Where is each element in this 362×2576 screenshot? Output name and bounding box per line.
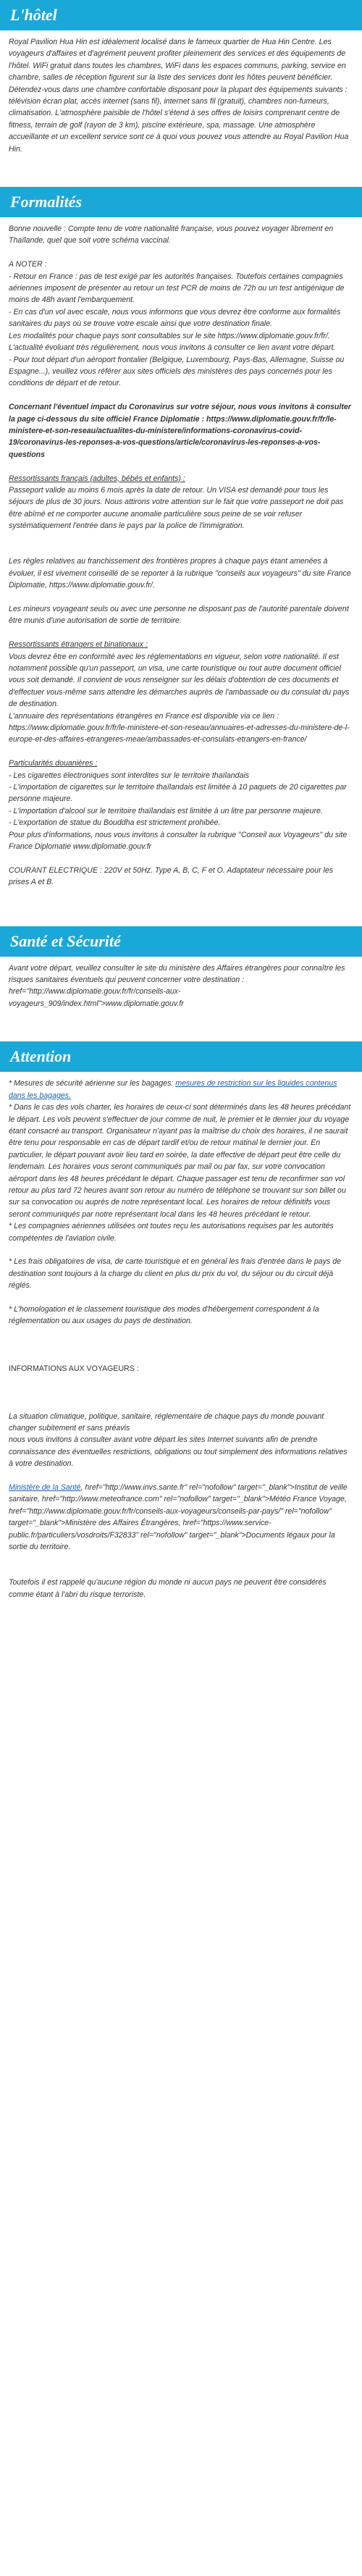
airlines-paragraph: * Les compagnies aériennes utilisées ont toutes reçu les autorisations requises par les autorités compétentes de l'aviation civile. [9, 1222, 334, 1243]
sante-title: Santé et Sécurité [10, 931, 121, 950]
homologation-paragraph: * L'homologation et le classement touristique des modes d'hébergement correspondent à la réglementation ou aux usages du pays de destination. [9, 1304, 319, 1326]
formalites-title: Formalités [10, 193, 83, 211]
situation-line: La situation climatique, politique, sanitaire, réglementaire de chaque pays du monde pouvant changer subitement et sans préavis [9, 1411, 324, 1432]
annuaire-text: L'annuaire des représentations étrangères en France est disponible via ce lien : https://www.diplomatie.gouv.fr/fr/le-ministere-et-son-reseau/annuaires-et-adresses-du-ministere-de-l-europe-et-des-affaires-etrangeres-meae/ambassades-et-consulats-etrangers-en-france/ [9, 711, 350, 744]
ministere-sante-link[interactable]: Ministère de la Santé [9, 1482, 81, 1492]
attention-section-header [0, 1041, 362, 1072]
charter-paragraph: * Dans le cas des vols charter, les horaires de ceux-ci sont déterminés dans les 48 heures précédant le départ. Les vols peuvent s'effectuer de jour comme de nuit, le premier et le dernier jour du voyage étant consacré au transport. Organisateur n'ayant pas la maîtrise du choix des horaires, il ne saurait être tenu pour responsable en cas de départ tardif et/ou de retour matinal le dernier jour. En particulier, le départ pouvant avoir lieu tard en soirée, la date effective de départ peut être celle du lendemain. Les horaires vous seront communiqués par mail ou par fax, sur votre convocation aéroport dans les 48 heures précédant le départ. Chaque passager est tenu de reconfirmer son vol retour au plus tard 72 heures avant son retour au numéro de téléphone se trouvant sur son billet ou sur sa convocation ou auprès de notre représentant local. Les horaires de retour définitifs vous seront communiqués par notre représentant local dans les 48 heures précédant le retour. [9, 1103, 351, 1219]
note-title: A NOTER : [9, 260, 47, 269]
ministere-rest: , href="http://www.invs.sante.fr" rel="nofollow" target="_blank">Institut de veille sanitaire, href="http://www.meteofrance.com" rel="nofollow" target="_blank">Météo France Voyage, href="http://www.diplomatie.gouv.fr/fr/conseils-aux-voyageurs/conseils-par-pays/" rel="nofollow" target="_blank">Ministère des Affaires Étrangères, href="https://www.service-public.fr/particuliers/vosdroits/F32833" rel="nofollow" target="_blank">Documents légaux pour la sortie du territoire. [9, 1482, 348, 1551]
attention-title: Attention [10, 1047, 72, 1066]
note-line: - Retour en France : pas de test exigé par les autorités françaises. Toutefois certaines compagnies aériennes imposent de présenter au retour un test PCR de moins de 72h ou un test antigénique de moins de 48h avant l'embarquement. [9, 272, 345, 305]
formalites-section-body [0, 217, 362, 889]
regles-text: Les règles relatives au franchissement des frontières propres à chaque pays étant amenées à évoluer, il est vivement conseillé de se reporter à la rubrique "conseils aux voyageurs" du site France Diplomatie, https://www.diplomatie.gouv.fr/. [9, 557, 351, 590]
formalites-intro: Bonne nouvelle : Compte tenu de votre nationalité française, vous pouvez voyager librement en Thaïlande, quel que soit votre schéma vaccinal. [9, 225, 334, 246]
infos-voyageurs-title: INFORMATIONS AUX VOYAGEURS : [9, 1364, 139, 1373]
mesures-paragraph [9, 1078, 353, 1102]
hotel-description: Royal Pavilion Hua Hin est idéalement localisé dans le fameux quartier de Hua Hin Centre. Les voyageurs d'affaires et d'agrément peuvent profiter pleinement des services et des équipements de l'hôtel. WiFi gratuit dans toutes les chambres, WiFi dans les espaces communs, parking, service en chambre, salles de réception figurent sur la liste des services dont les hôtes peuvent bénéficier. Détendez-vous dans une chambre confortable disposant pour la plupart des équipements suivants : télévision écran plat, accès internet (sans fil), internet sans fil (gratuit), chambres non-fumeurs, climatisation. L'atmosphère paisible de l'hôtel s'étend à ses offres de loisirs comprenant centre de fitness, terrain de golf (rayon de 3 km), piscine extérieure, spa, massage. Une atmosphère accueillante et un excellent service sont ce à quoi vous pouvez vous attendre au Royal Pavilion Hua Hin. [9, 38, 349, 154]
ministere-paragraph [9, 1482, 353, 1553]
hotel-section-header [0, 0, 362, 30]
douanieres-line: - L'importation de cigarettes sur le territoire thaïlandais est limitée à 10 paquets de 20 cigarettes par personne majeure. [9, 783, 347, 804]
etrangers-title: Ressortissants étrangers et binationaux : [9, 640, 148, 650]
note-line: - En cas d'un vol avec escale, nous vous informons que vous devrez être conforme aux formalités sanitaires du pays où se trouve votre escale ainsi que votre destination finale. [9, 307, 341, 329]
covid-notice: Concernant l'éventuel impact du Coronavirus sur votre séjour, nous vous invitons à consulter la page ci-dessous du site officiel France Diplomatie : https://www.diplomatie.gouv.fr/fr/le-ministere-et-son-reseau/actualites-du-ministere/informations-coronavirus-covid-19/coronavirus-les-reponses-a-vos-questions/article/coronavirus-les-reponses-a-vos-questions [9, 403, 351, 459]
sante-section-header [0, 926, 362, 957]
douanieres-line: - Les cigarettes électroniques sont interdites sur le territoire thaïlandais [9, 771, 250, 780]
douanieres-line: - L'importation d'alcool sur le territoire thaïlandais est limitée à un litre par personne majeure. [9, 806, 323, 815]
douanieres-line: - L'exportation de statue du Bouddha est strictement prohibée. [9, 818, 221, 828]
mineurs-text: Les mineurs voyageant seuls ou avec une personne ne disposant pas de l'autorité parentale doivent être munis d'une autorisation de sortie de territoire. [9, 604, 349, 626]
formalites-section-header [0, 187, 362, 217]
mesures-prefix: * Mesures de sécurité aérienne sur les bagages: [9, 1079, 176, 1088]
sante-section-body [0, 957, 362, 1010]
hotel-title: L'hôtel [10, 6, 57, 24]
note-line: Les modalités pour chaque pays sont consultables sur le site https://www.diplomatie.gouv.fr/fr/. L'actualité évoluant très régulièrement, nous vous invitons à consulter ce lien avant votre départ. [9, 331, 336, 353]
douanieres-line: Pour plus d'informations, nous vous invitons à consulter la rubrique "Conseil aux Voyageurs" du site France Diplomatie www.diplomatie.gouv.fr [9, 830, 348, 852]
note-line: - Pour tout départ d'un aéroport frontalier (Belgique, Luxembourg, Pays-Bas, Allemagne, Suisse ou Espagne...), veuillez vous référer aux sites officiels des ministères des pays concernés pour les conditions de départ et de retour. [9, 355, 345, 388]
hotel-section-body [0, 30, 362, 155]
terrorism-notice: Toutefois il est rappelé qu'aucune région du monde ni aucun pays ne peuvent être considérés comme étant à l'abri du risque terroriste. [9, 1578, 327, 1599]
sante-text: Avant votre départ, veuillez consulter le site du ministère des Affaires étrangères pour connaître les risques sanitaires éventuels qui peuvent concerner votre destination : href="http://www.diplomatie.gouv.fr/fr/conseils-aux-voyageurs_909/index.html">www.diplomatie.gouv.fr [9, 963, 345, 1008]
attention-section-body [0, 1072, 362, 1600]
visa-fees-paragraph: * Les frais obligatoires de visa, de carte touristique et en général les frais d'entrée dans le pays de destination sont toujours à la charge du client en plus du prix du vol, du séjour ou du circuit déjà réglés. [9, 1257, 341, 1291]
douanieres-title: Particularités douanières : [9, 759, 98, 768]
situation-line-2: nous vous invitons à consulter avant votre départ les sites Internet suivants afin de prendre connaissance des éventuelles restrictions, obligations ou tout simplement des informations relatives à votre destination. [9, 1435, 348, 1469]
courant-text: COURANT ELECTRIQUE : 220V et 50Hz. Type A, B, C, F et O. Adaptateur nécessaire pour les prises A et B. [9, 865, 334, 887]
ressortissants-title: Ressortissants français (adultes, bébés et enfants) : [9, 474, 185, 483]
ressortissants-text: Passeport valide au moins 6 mois après la date de retour. Un VISA est demandé pour tous les séjours de plus de 30 jours. Nous attirons votre attention sur le fait que votre passeport ne doit pas être abîmé et ne comporter aucune anomalie particulière sous peine de se voir refuser systématiquement l'entrée dans le pays par la police de l'immigration. [9, 485, 344, 531]
etrangers-text: Vous devrez être en conformité avec les réglementations en vigueur, selon votre nationalité. Il est notamment possible qu'un passeport, un visa, une carte touristique ou tout autre document officiel vous soit demandé. Il convient de vous renseigner sur les délais d'obtention de ces documents et d'effectuer vous-même sans attendre les démarches auprès de l'ambassade ou du consulat du pays de destination. [9, 652, 350, 709]
mesures-link[interactable]: mesures de restriction sur les liquides contenus dans les bagages. [9, 1079, 337, 1100]
